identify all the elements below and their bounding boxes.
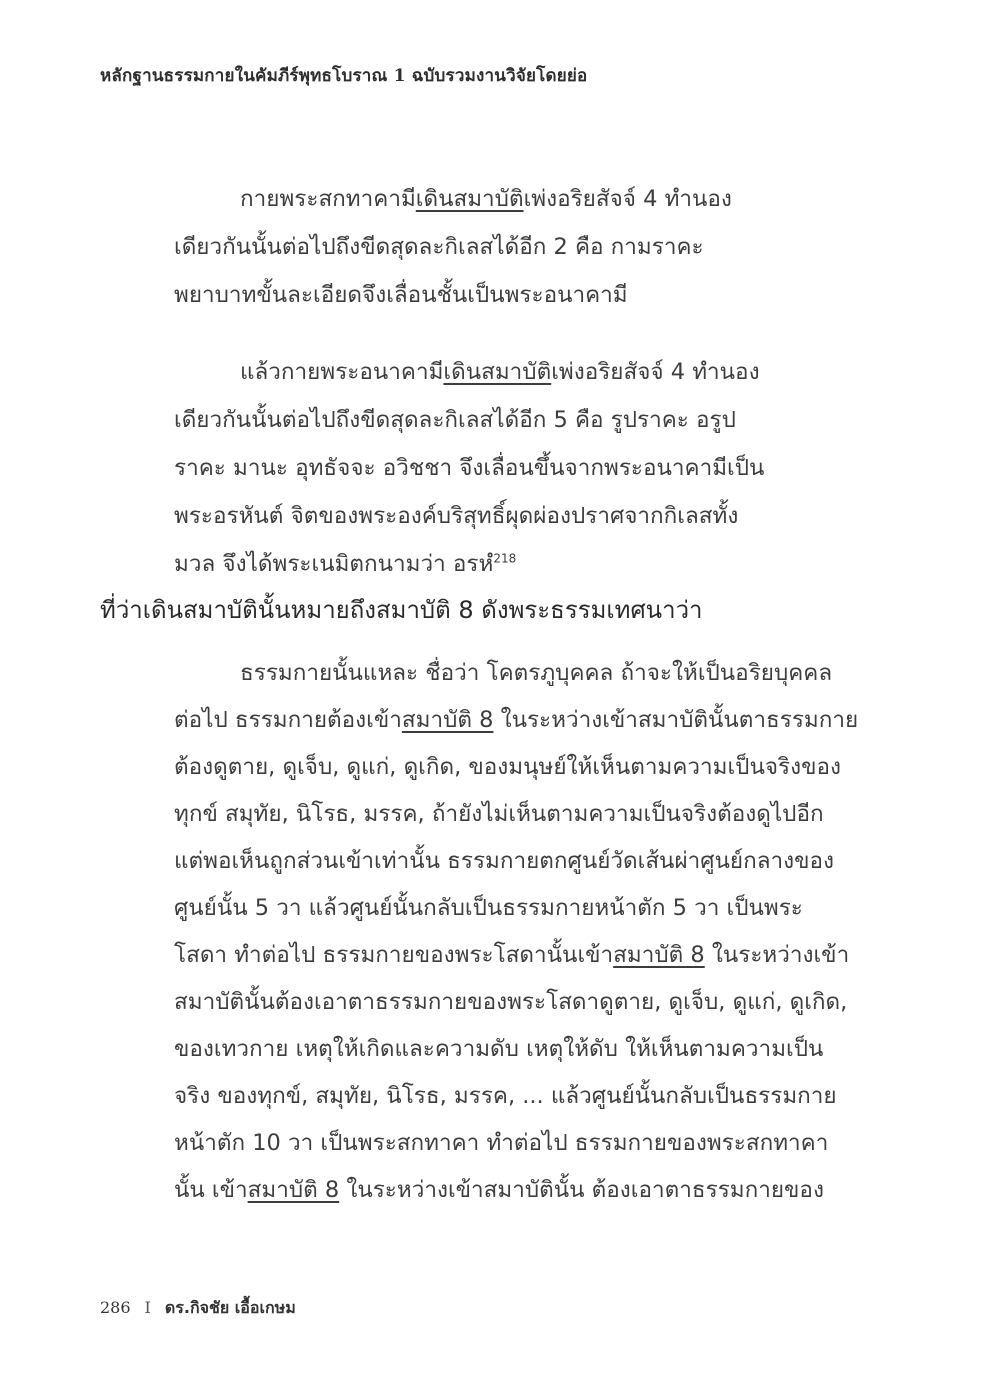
body-line: นั้น เข้าสมาบัติ 8 ในระหว่างเข้าสมาบัตินั้น ต้องเอาตาธรรมกายของ [174,1177,824,1203]
underlined-term: เดินสมาบัติ [443,359,552,385]
body-line: ทุกข์ สมุทัย, นิโรธ, มรรค, ถ้ายังไม่เห็นตามความเป็นจริงต้องดูไปอีก [174,801,824,827]
body-line: จริง ของทุกข์, สมุทัย, นิโรธ, มรรค, ... แล้วศูนย์นั้นกลับเป็นธรรมกาย [174,1083,837,1109]
underlined-term: เดินสมาบัติ [415,186,524,212]
footnote-ref[interactable]: 218 [493,551,517,566]
quote-line: เดียวกันนั้นต่อไปถึงขีดสุดละกิเลสได้อีก 5 คือ รูปราคะ อรูป [174,407,736,433]
body-paragraph [174,650,860,1214]
underlined-term: สมาบัติ 8 [247,1177,340,1203]
body-line: ศูนย์นั้น 5 วา แล้วศูนย์นั้นกลับเป็นธรรมกายหน้าตัก 5 วา เป็นพระ [174,895,803,921]
quote-line: มวล จึงได้พระเนมิตกนามว่า อรหํ$^{218}$ [174,551,517,577]
body-line: ต่อไป ธรรมกายต้องเข้าสมาบัติ 8 ในระหว่างเข้าสมาบัตินั้นตาธรรมกาย [174,707,859,733]
body-line: หน้าตัก 10 วา เป็นพระสกทาคา ทำต่อไป ธรรมกายของพระสกทาคา [174,1130,829,1156]
body-line: ของเทวกาย เหตุให้เกิดและความดับ เหตุให้ดับ ให้เห็นตามความเป็น [174,1036,824,1062]
quote-block-1 [174,175,790,319]
underlined-term: สมาบัติ 8 [613,942,705,968]
section-heading: ที่ว่าเดินสมาบัตินั้นหมายถึงสมาบัติ 8 ดังพระธรรมเทศนาว่า [100,596,703,624]
running-header: หลักฐานธรรมกายในคัมภีร์พุทธโบราณ 1 ฉบับรวมงานวิจัยโดยย่อ [100,66,588,86]
quote-line: พยาบาทขั้นละเอียดจึงเลื่อนชั้นเป็นพระอนาคามี [174,282,628,308]
quote-line: กายพระสกทาคามีเดินสมาบัติเพ่งอริยสัจจ์ 4 ทำนอง [240,186,732,212]
body-line: แต่พอเห็นถูกส่วนเข้าเท่านั้น ธรรมกายตกศูนย์วัดเส้นผ่าศูนย์กลางของ [174,848,835,874]
quote-block-2 [174,348,790,588]
quote-line: พระอรหันต์ จิตของพระองค์บริสุทธิ์ผุดผ่องปราศจากกิเลสทั้ง [174,503,739,529]
body-line: ธรรมกายนั้นแหละ ชื่อว่า โคตรภูบุคคล ถ้าจะให้เป็นอริยบุคคล [240,660,833,686]
footer-separator: I [144,1298,151,1317]
quote-line: แล้วกายพระอนาคามีเดินสมาบัติเพ่งอริยสัจจ์ 4 ทำนอง [240,359,760,385]
quote-line: เดียวกันนั้นต่อไปถึงขีดสุดละกิเลสได้อีก 2 คือ กามราคะ [174,234,704,260]
body-line: ต้องดูตาย, ดูเจ็บ, ดูแก่, ดูเกิด, ของมนุษย์ให้เห็นตามความเป็นจริงของ [174,754,841,780]
page-number: 286 [100,1298,131,1317]
body-line: โสดา ทำต่อไป ธรรมกายของพระโสดานั้นเข้าสมาบัติ 8 ในระหว่างเข้า [174,942,850,968]
author-name: ดร.กิจชัย เอื้อเกษม [164,1298,296,1317]
body-line: สมาบัตินั้นต้องเอาตาธรรมกายของพระโสดาดูตาย, ดูเจ็บ, ดูแก่, ดูเกิด, [174,989,848,1015]
quote-line: ราคะ มานะ อุทธัจจะ อวิชชา จึงเลื่อนขึ้นจากพระอนาคามีเป็น [174,455,765,481]
page-footer [100,1296,296,1321]
underlined-term: สมาบัติ 8 [401,707,494,733]
